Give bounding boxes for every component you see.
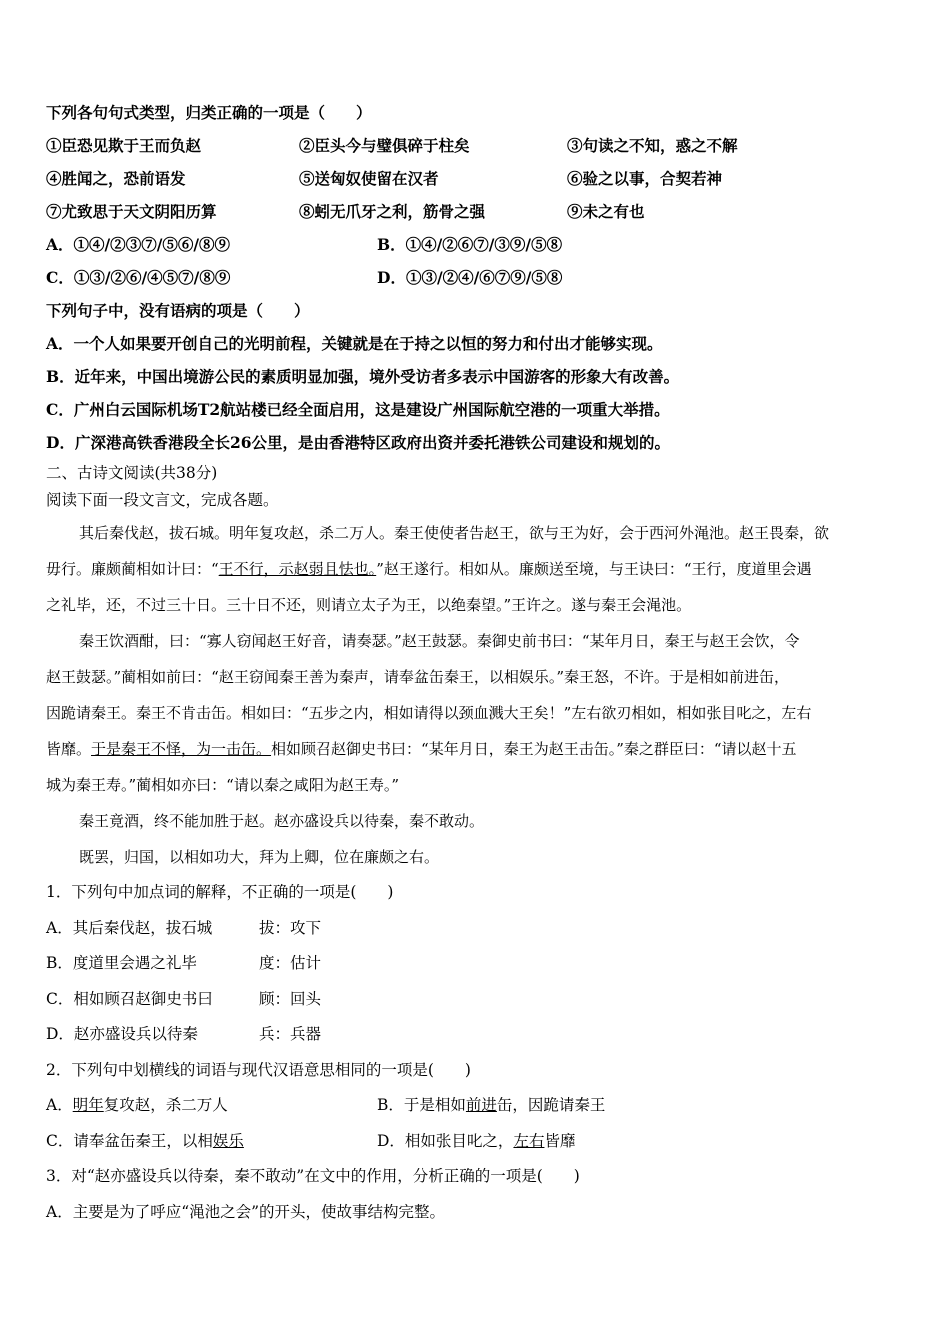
option-sentence: B．度道里会遇之礼毕 [46, 954, 197, 972]
option-row [46, 228, 908, 261]
sentence-item: ⑧蚓无爪牙之利，筋骨之强 [299, 202, 486, 221]
option-text: C．请奉盆缶秦王，以相 [46, 1131, 213, 1150]
passage-line: 既罢，归国，以相如功大，拜为上卿，位在廉颇之右。 [79, 848, 440, 866]
passage-line: 因跪请秦王。秦王不肯击缶。相如曰：“五步之内，相如请得以颈血溅大王矣！”左右欲刃相如，相如张目叱之，左右 [46, 704, 812, 722]
passage-line: 秦王饮酒酣，曰：“寡人窃闻赵王好音，请奏瑟。”赵王鼓瑟。秦御史前书曰：“某年月日，秦王与赵王会饮，令 [79, 632, 800, 650]
option-c[interactable]: C．①③/②⑥/④⑤⑦/⑧⑨ [46, 268, 231, 287]
option-gloss: 顾：回头 [259, 989, 322, 1008]
q3-option-a[interactable]: A．主要是为了呼应“渑池之会”的开头，使故事结构完整。 [46, 1202, 446, 1221]
passage-line: 城为秦王寿。”蔺相如亦曰：“请以秦之咸阳为赵王寿。” [46, 776, 400, 794]
option-d[interactable]: D．①③/②④/⑥⑦⑨/⑤⑧ [377, 268, 563, 287]
passage-text: ”赵王遂行。相如从。廉颇送至境，与王诀曰：“王行，度道里会遇 [376, 560, 812, 578]
q2-option-d[interactable] [377, 1124, 575, 1160]
option-text: 复攻赵，杀二万人 [103, 1096, 228, 1114]
q1-option-b[interactable] [46, 946, 908, 982]
question-3-stem: 3．对“赵亦盛设兵以待秦，秦不敢动”在文中的作用，分析正确的一项是( ) [46, 1167, 580, 1185]
sentence-item: ②臣头今与璧俱碎于柱矣 [299, 136, 470, 155]
q2-option-c[interactable] [46, 1124, 244, 1160]
option-sentence: C．相如顾召赵御史书曰 [46, 989, 213, 1008]
passage-line: 之礼毕，还，不过三十日。三十日不还，则请立太子为王，以绝秦望。”王许之。遂与秦王会渑池。 [46, 596, 692, 614]
passage-line: 其后秦伐赵，拔石城。明年复攻赵，杀二万人。秦王使使者告赵王，欲与王为好，会于西河外渑池。赵王畏秦，欲 [79, 524, 830, 542]
q1-option-a[interactable] [46, 911, 908, 947]
q2-option-b[interactable] [377, 1088, 605, 1124]
option-d[interactable]: D．广深港高铁香港段全长26公里，是由香港特区政府出资并委托港铁公司建设和规划的。 [46, 433, 671, 452]
option-gloss: 度：估计 [259, 954, 322, 972]
passage-text: 相如顾召赵御史书曰：“某年月日，秦王为赵王击缶。”秦之群臣曰：“请以赵十五 [271, 740, 797, 758]
sentence-item: ③句读之不知，惑之不解 [567, 136, 738, 155]
option-text: 皆靡 [544, 1131, 576, 1150]
sentence-row [46, 195, 908, 228]
option-text: A． [46, 1096, 73, 1114]
q2-option-a[interactable] [46, 1088, 228, 1124]
option-gloss: 兵：兵器 [259, 1025, 322, 1043]
passage-text: 皆靡。 [46, 740, 92, 758]
underlined-word: 明年 [72, 1096, 104, 1114]
question-1-stem: 1．下列句中加点词的解释，不正确的一项是( ) [46, 883, 394, 901]
sentence-item: ⑤送匈奴使留在汉者 [299, 169, 439, 188]
underlined-text: 于是秦王不怿，为一击缶。 [91, 740, 272, 758]
option-text: B．于是相如 [377, 1096, 466, 1114]
option-text: 缶，因跪请秦王 [496, 1096, 606, 1114]
option-a[interactable]: A．一个人如果要开创自己的光明前程，关键就是在于持之以恒的努力和付出才能够实现。 [46, 334, 663, 353]
section-heading: 二、古诗文阅读(共38分) [46, 464, 218, 482]
underlined-text: 王不行，示赵弱且怯也。 [218, 560, 377, 578]
passage-line [46, 551, 908, 587]
passage-line: 赵王鼓瑟。”蔺相如前曰：“赵王窃闻秦王善为秦声，请奉盆缶秦王，以相娱乐。”秦王怒，不许。于是相如前进缶， [46, 668, 790, 686]
passage-line [46, 731, 908, 767]
sentence-item: ⑦尤致思于天文阴阳历算 [46, 202, 217, 221]
underlined-word: 前进 [465, 1096, 497, 1114]
classical-passage [46, 515, 908, 875]
sentence-item: ⑨未之有也 [567, 202, 645, 221]
sentence-item: ①臣恐见欺于王而负赵 [46, 136, 202, 155]
option-a[interactable]: A．①④/②③⑦/⑤⑥/⑧⑨ [46, 235, 231, 254]
option-row [46, 261, 908, 294]
option-sentence: A．其后秦伐赵，拔石城 [46, 918, 213, 937]
question-2-stem: 2．下列句中划横线的词语与现代汉语意思相同的一项是( ) [46, 1060, 471, 1079]
question-stem: 下列句子中，没有语病的项是（ ） [46, 301, 310, 320]
option-b[interactable]: B．①④/②⑥⑦/③⑨/⑤⑧ [377, 235, 563, 254]
option-sentence: D．赵亦盛设兵以待秦 [46, 1025, 198, 1043]
passage-text: 毋行。廉颇蔺相如计曰：“ [46, 560, 219, 578]
exam-page [46, 96, 908, 1230]
section-instruction: 阅读下面一段文言文，完成各题。 [46, 491, 279, 509]
q1-option-c[interactable] [46, 982, 908, 1018]
option-gloss: 拔：攻下 [259, 918, 322, 937]
sentence-item: ⑥验之以事，合契若神 [567, 169, 723, 188]
sentence-row [46, 162, 908, 195]
option-c[interactable]: C．广州白云国际机场T2航站楼已经全面启用，这是建设广州国际航空港的一项重大举措。 [46, 400, 670, 419]
option-text: D．相如张目叱之， [377, 1131, 514, 1150]
sentence-row [46, 129, 908, 162]
passage-line: 秦王竟酒，终不能加胜于赵。赵亦盛设兵以待秦，秦不敢动。 [79, 812, 485, 830]
q2-option-row [46, 1088, 908, 1124]
q2-option-row [46, 1124, 908, 1160]
sentence-item: ④胜闻之，恐前语发 [46, 169, 186, 188]
underlined-word: 娱乐 [212, 1131, 244, 1150]
question-stem: 下列各句句式类型，归类正确的一项是（ ） [46, 103, 372, 122]
q1-option-d[interactable] [46, 1017, 908, 1053]
underlined-word: 左右 [513, 1131, 545, 1150]
option-b[interactable]: B．近年来，中国出境游公民的素质明显加强，境外受访者多表示中国游客的形象大有改善。 [46, 367, 680, 386]
